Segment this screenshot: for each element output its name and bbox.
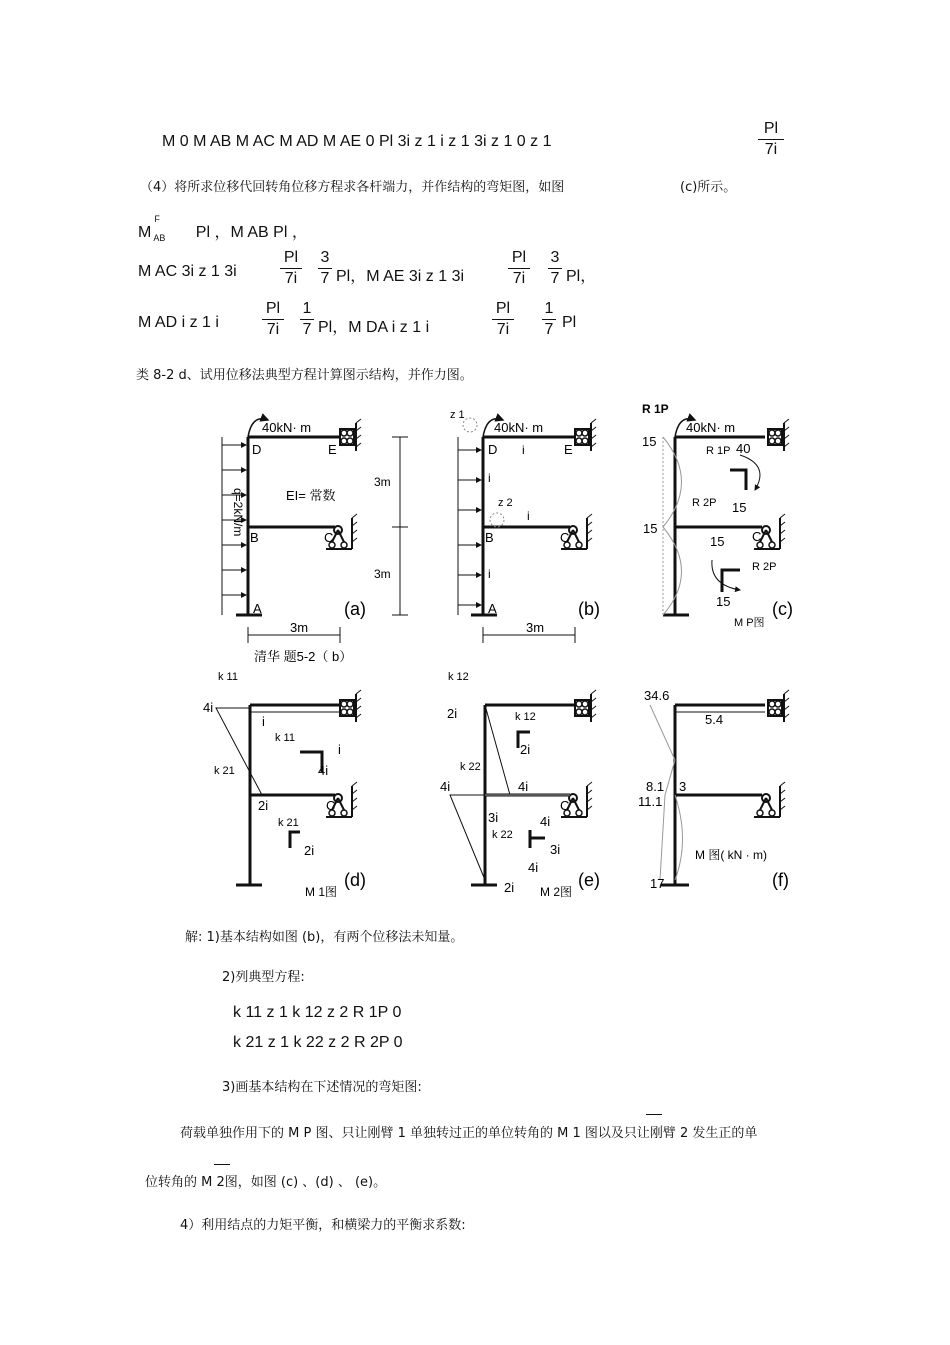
svg-text:11.1: 11.1 — [638, 794, 663, 809]
svg-text:R 2P: R 2P — [692, 497, 717, 509]
svg-text:i: i — [488, 471, 491, 485]
figure-e — [440, 671, 600, 899]
svg-text:(a): (a) — [344, 599, 366, 619]
svg-text:C: C — [324, 530, 334, 545]
svg-text:(b): (b) — [578, 599, 600, 619]
svg-text:3i: 3i — [488, 810, 499, 825]
svg-text:R 1P: R 1P — [706, 445, 731, 457]
figure-d — [203, 671, 366, 899]
svg-text:3m: 3m — [374, 567, 391, 581]
svg-text:k 22: k 22 — [460, 761, 481, 773]
eq-mad-mid: Pl，M DA i z 1 i — [318, 319, 430, 336]
paragraph-4: （4）将所求位移代回转角位移方程求各杆端力，并作结构的弯矩图，如图 — [140, 180, 565, 195]
svg-text:k 11: k 11 — [275, 732, 295, 744]
svg-text:3: 3 — [679, 779, 687, 794]
fraction-numerator: Pl — [763, 120, 779, 137]
solution-step-1: 解: 1)基本结构如图 (b)，有两个位移法未知量。 — [185, 930, 464, 945]
svg-text:(e): (e) — [578, 870, 600, 890]
svg-text:C: C — [560, 798, 570, 813]
fraction-denominator: 7i — [764, 141, 778, 158]
fraction: Pl 7i — [262, 300, 284, 339]
svg-text:4i: 4i — [518, 779, 529, 794]
typical-equation-1: k 11 z 1 k 12 z 2 R 1P 0 — [233, 1004, 402, 1021]
svg-text:15: 15 — [716, 594, 731, 609]
fraction: 3 7 — [318, 249, 332, 288]
svg-text:(c): (c) — [772, 599, 793, 619]
svg-text:M 2图: M 2图 — [540, 885, 573, 899]
eq-mac-mid: Pl，M AE 3i z 1 3i — [336, 268, 465, 285]
figure-c — [642, 402, 793, 629]
load-label: 40kN· m — [262, 420, 312, 435]
typical-equation-2: k 21 z 1 k 22 z 2 R 2P 0 — [233, 1034, 403, 1051]
svg-text:A: A — [253, 601, 262, 616]
figure-f — [638, 688, 789, 891]
svg-text:M 1图: M 1图 — [305, 885, 338, 899]
svg-text:4i: 4i — [440, 779, 451, 794]
svg-text:5.4: 5.4 — [705, 712, 724, 727]
svg-text:3m: 3m — [526, 620, 545, 635]
eq-mac-end: Pl， — [566, 268, 597, 285]
svg-text:17: 17 — [650, 876, 665, 891]
svg-text:z 2: z 2 — [498, 497, 513, 509]
overbar-m1 — [646, 1114, 662, 1115]
svg-text:15: 15 — [732, 500, 747, 515]
fraction: 1 7 — [300, 300, 314, 339]
svg-text:M 图( kN · m): M 图( kN · m) — [695, 848, 767, 862]
svg-text:C: C — [560, 530, 570, 545]
svg-text:清华 题5-2（ b）: 清华 题5-2（ b） — [254, 649, 353, 664]
svg-text:k 11: k 11 — [218, 671, 238, 683]
svg-text:3m: 3m — [374, 475, 391, 489]
svg-text:4i: 4i — [540, 814, 551, 829]
svg-text:4i: 4i — [528, 860, 539, 875]
svg-text:2i: 2i — [258, 798, 269, 813]
svg-text:C: C — [752, 529, 762, 544]
svg-text:E: E — [564, 442, 573, 457]
svg-text:D: D — [488, 442, 498, 457]
svg-text:(f): (f) — [772, 870, 789, 890]
eq-mac-left: M AC 3i z 1 3i — [138, 263, 237, 280]
fraction: Pl 7i — [508, 249, 530, 288]
paragraph-4-ref: (c)所示。 — [680, 180, 737, 195]
eq-mad-end: Pl — [562, 314, 577, 331]
solution-step-3-line-a: 荷载单独作用下的 M P 图、只让刚臂 1 单独转过正的单位转角的 M 1 图以及只让刚臂 2 发生正的单 — [180, 1126, 758, 1141]
svg-text:i: i — [527, 509, 530, 523]
fraction: Pl 7i — [492, 300, 514, 339]
svg-text:D: D — [252, 442, 262, 457]
svg-text:15: 15 — [643, 521, 658, 536]
svg-text:E: E — [328, 442, 337, 457]
svg-text:40kN· m: 40kN· m — [686, 420, 736, 435]
svg-text:k 12: k 12 — [448, 671, 469, 683]
svg-text:40: 40 — [736, 441, 751, 456]
solution-step-3: 3)画基本结构在下述情况的弯矩图: — [222, 1080, 422, 1095]
svg-text:k 21: k 21 — [214, 765, 235, 777]
svg-text:i: i — [488, 567, 491, 581]
svg-text:k 21: k 21 — [278, 817, 299, 829]
svg-text:i: i — [522, 443, 525, 457]
eq-mab: M F $_{AB}$ Pl ，M AB Pl ， — [138, 214, 308, 243]
svg-text:q=2kN/m: q=2kN/m — [231, 488, 245, 537]
svg-text:4i: 4i — [318, 763, 329, 778]
figure-a — [222, 419, 408, 664]
svg-text:15: 15 — [642, 434, 657, 449]
fraction: 1 7 — [542, 300, 556, 339]
svg-text:2i: 2i — [520, 742, 531, 757]
svg-text:(d): (d) — [344, 870, 366, 890]
svg-text:A: A — [488, 601, 497, 616]
svg-text:B: B — [485, 530, 494, 545]
svg-text:k 12: k 12 — [515, 711, 536, 723]
svg-text:R 1P: R 1P — [642, 402, 669, 416]
svg-text:2i: 2i — [447, 706, 458, 721]
svg-text:4i: 4i — [203, 700, 214, 715]
figure-b — [450, 409, 600, 643]
svg-text:M P图: M P图 — [734, 617, 765, 629]
fraction: 3 7 — [548, 249, 562, 288]
eq-mad-left: M AD i z 1 i — [138, 314, 219, 331]
svg-text:2i: 2i — [304, 843, 315, 858]
svg-text:8.1: 8.1 — [646, 779, 665, 794]
solution-step-4: 4）利用结点的力矩平衡，和横梁力的平衡求系数: — [180, 1218, 466, 1233]
svg-text:EI= 常数: EI= 常数 — [286, 488, 336, 503]
fraction: Pl 7i — [280, 249, 302, 288]
overbar-m2 — [214, 1164, 230, 1165]
svg-text:34.6: 34.6 — [644, 688, 670, 703]
svg-text:2i: 2i — [504, 880, 515, 895]
svg-text:3m: 3m — [290, 620, 309, 635]
equation-top: M 0 M AB M AC M AD M AE 0 Pl 3i z 1 i z 1 3i z 1 0 z 1 — [162, 133, 552, 150]
svg-text:i: i — [262, 714, 265, 729]
solution-step-3-line-b: 位转角的 M 2图，如图 (c) 、(d) 、 (e)。 — [145, 1175, 387, 1190]
svg-text:B: B — [250, 530, 259, 545]
svg-text:C: C — [326, 798, 336, 813]
fraction-pl-7i — [758, 120, 784, 159]
svg-text:z 1: z 1 — [450, 409, 465, 421]
svg-text:i: i — [338, 742, 341, 757]
svg-text:40kN· m: 40kN· m — [494, 420, 544, 435]
svg-text:15: 15 — [710, 534, 725, 549]
svg-text:R 2P: R 2P — [752, 561, 777, 573]
structure-figures — [0, 395, 950, 905]
solution-step-2: 2)列典型方程: — [222, 970, 305, 985]
svg-text:k 22: k 22 — [492, 829, 513, 841]
svg-text:3i: 3i — [550, 842, 561, 857]
problem-statement: 类 8-2 d、试用位移法典型方程计算图示结构，并作力图。 — [136, 368, 473, 383]
